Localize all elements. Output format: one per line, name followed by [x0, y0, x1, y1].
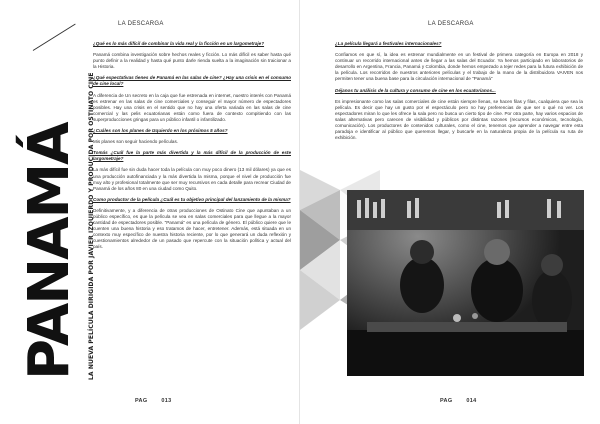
title-vertical [17, 123, 82, 380]
magazine-title: PANAMÁ [17, 123, 82, 380]
left-article-column [93, 41, 291, 256]
interview-question: Déjanos tu análisis de la cultura y consumo de cine en los ecuatorianos... [335, 87, 496, 93]
page-number-prefix: PAG [135, 398, 148, 404]
interview-answer: Panamá combina investigación sobre hechos reales y ficción. Lo más difícil es saber hasta qué punto definir a la realidad y hasta qué punto darle rienda suelta a la imaginación sin traicionar a la Historia. [93, 52, 291, 70]
interview-answer: Mis planes son seguir haciendo películas. [93, 139, 179, 145]
interview-answer: Confiamos en que sí, la idea es estrenar mundialmente en un festival de primera categoría en Europa en 2018 y continuar un recorrido internacional antes de llegar a las salas del Ecuador. Ya hemos participado en laboratorios de desarrollo en Argentina, Francia, Panamá y Colombia, donde hemos empezado a tejer redes para la futura exhibición de la película. Los recorridos de nuestros anteriores películas y el trabajo de la mano de la distribuidora VAIVEN nos permiten tener una buena base para la circulación internacional de "Panamá" [335, 52, 583, 82]
page-number-prefix: PAG [440, 398, 453, 404]
interview-question: Como productor de la película ¿Cuál es tu objetivo principal del lanzamiento de la misma? [93, 196, 291, 202]
decorative-diagonal-line [33, 24, 76, 51]
interview-answer: Definitivamente, y a diferencia de otras producciones de Ostinato Cine que apuntaban a un público específico, es que la película se vea en salas comerciales para que llegue a la mayor cantidad de espectadores posible. "Panamá" es una película de género. El público quiere que le cuenten una buena historia y eso tratamos de hacer, entretener. Además, está situada en un contexto muy específico de nuestra historia reciente, por lo que generará un duda reflexión y cuestionamientos alrededor de un pasado que repercute con la situación política y actual del país. [93, 207, 291, 250]
interview-question: Tomás ¿Cuál fue la parte más divertida y la más difícil de la producción de este largometraje? [93, 150, 291, 162]
interview-answer: La más difícil fue sin duda hacer toda la película con muy poco dinero (13 mil dólares) ya que es una producción autofinanciada y la más divertida la misma, porque el nivel de producción fue muy alto y profesional totalmente que ser muy recursivos en cada detalle para recrear Ciudad de Panamá de los años 80 en una ciudad como Quito. [93, 167, 291, 191]
right-page [300, 0, 600, 424]
interview-answer: Es impresionante como las salas comerciales de cine están siempre llenas, se hacen filas y filas, cualquiera que sea la película. Es decir que hay un gusto por el espectáculo pero no hay preferencias de que ser o qué no ver. Los espectadores miran lo que les ofrece la sala pero no busca un cierto tipo de cine. Por otra parte, hay varios espacios de salas alternativas pero carecen de visibilidad y públicos por distintas razones (recursos económicos, tecnología, comunicación). Los productores de contenidos culturales, como el cine, tenemos que aprender a navegar entre esta paradoja e identificar al público que queremos llegar, y buscarle en la naturaleza propia de la película su ruta de exhibición. [335, 98, 583, 141]
interview-question: ¿Qué expectativas tienes de Panamá en las salas de cine? ¿Hay una crisis en el consumo de cine local? [93, 75, 291, 87]
page-number-value: 014 [466, 398, 477, 404]
interview-answer: A diferencia de Un secreto en la caja que fue estrenada en internet, nuestro interés con Panamá es estrenar en las salas de cine comerciales y conseguir el mayor número de espectadores posibles. Hay una crisis en el sentido que no hay una oferta variada en las salas de cine comercial y las pelis ecuatorianas están como fuera de contexto compitiendo con las superproducciones gringas para un público infantil o infantilizado. [93, 92, 291, 122]
right-page-number [440, 398, 491, 404]
interview-question: ¿Cuáles son los planes de Izquierdo en los próximos 5 años? [93, 128, 228, 134]
page-number-value: 013 [161, 398, 172, 404]
right-article-column [335, 41, 583, 146]
right-page-header: LA DESCARGA [428, 21, 474, 27]
interview-question: ¿Qué es lo más difícil de combinar la vida real y la ficción en un largometraje? [93, 41, 265, 46]
article-subtitle: LA NUEVA PELÍCULA DIRIGIDA POR JAVIER IZQUIERDO Y PRODUCIDA POR OSTINATO CINE [88, 72, 95, 380]
left-page-number [135, 398, 186, 404]
bar-scene-photo [347, 190, 584, 376]
left-page-header: LA DESCARGA [118, 21, 164, 27]
interview-question: ¿La película llegará a festivales internacionales? [335, 41, 442, 46]
